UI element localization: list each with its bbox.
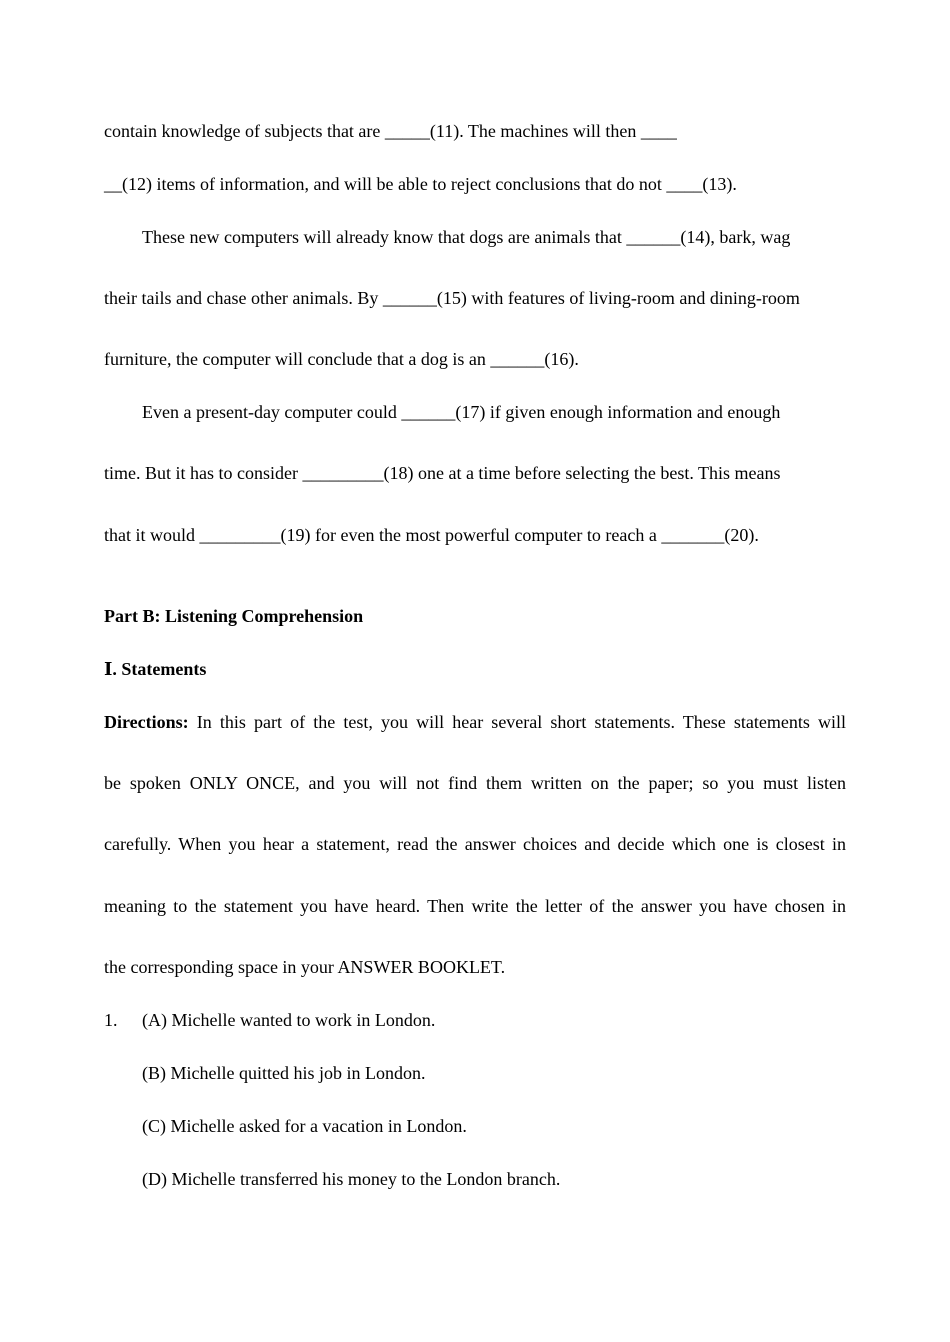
- directions-line-4: meaning to the statement you have heard. Then write the letter of the answer you have chosen in: [104, 896, 846, 916]
- option-b: (B) Michelle quitted his job in London.: [142, 1063, 426, 1083]
- directions-line-1: [104, 711, 846, 733]
- cloze-line-15: their tails and chase other animals. By ______(15) with features of living-room and dining-room: [104, 288, 800, 308]
- directions-label: Directions:: [104, 712, 189, 732]
- directions-line-2: be spoken ONLY ONCE, and you will not find them written on the paper; so you must listen: [104, 773, 846, 793]
- directions-line-5: the corresponding space in your ANSWER BOOKLET.: [104, 957, 506, 977]
- cloze-line-17: Even a present-day computer could ______(17) if given enough information and enough: [142, 402, 781, 422]
- cloze-line-11: contain knowledge of subjects that are _____(11). The machines will then ____: [104, 121, 677, 141]
- cloze-line-16: furniture, the computer will conclude that a dog is an ______(16).: [104, 349, 579, 369]
- option-c: (C) Michelle asked for a vacation in London.: [142, 1116, 467, 1136]
- cloze-line-18: time. But it has to consider _________(18) one at a time before selecting the best. This means: [104, 463, 781, 483]
- directions-text-1: In this part of the test, you will hear several short statements. These statements will: [196, 712, 846, 732]
- cloze-line-14: These new computers will already know that dogs are animals that ______(14), bark, wag: [142, 227, 791, 247]
- part-b-heading: Part B: Listening Comprehension: [104, 606, 364, 626]
- directions-line-3: carefully. When you hear a statement, read the answer choices and decide which one is closest in: [104, 834, 846, 854]
- cloze-line-12: __(12) items of information, and will be able to reject conclusions that do not ____(13).: [104, 174, 737, 194]
- cloze-line-19: that it would _________(19) for even the most powerful computer to reach a _______(20).: [104, 525, 759, 545]
- option-d: (D) Michelle transferred his money to the London branch.: [142, 1169, 561, 1189]
- section-heading-statements: Ⅰ. Statements: [104, 659, 207, 679]
- option-a: (A) Michelle wanted to work in London.: [142, 1010, 436, 1030]
- question-number: 1.: [104, 1010, 118, 1030]
